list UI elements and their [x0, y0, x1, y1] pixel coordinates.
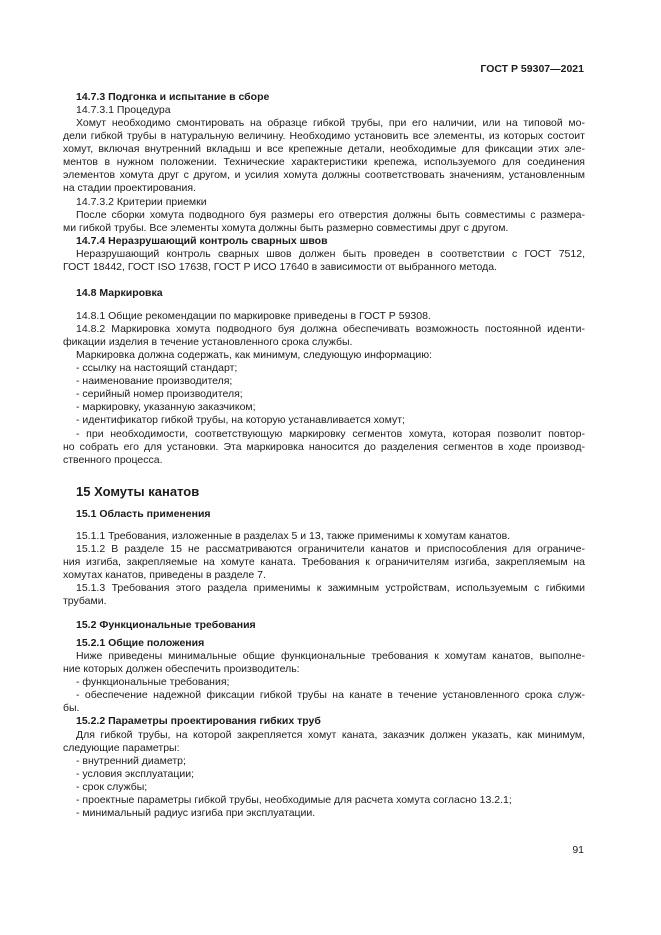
paragraph-line: хомутах канатов, приведены в разделе 7. [63, 569, 266, 581]
section-heading: 15.1 Область применения [76, 508, 211, 520]
page-number: 91 [572, 844, 584, 856]
paragraph-line: 14.8.1 Общие рекомендации по маркировке приведены в ГОСТ Р 59308. [76, 310, 431, 322]
paragraph-line: ми гибкой трубы. Все элементы хомута должны быть размерно совместимы друг с другом. [63, 222, 509, 234]
list-item: - при необходимости, соответствующую маркировку сегментов хомута, которая позволит повтор- [76, 428, 585, 440]
section-heading: 15.2 Функциональные требования [76, 619, 256, 631]
list-item-continuation: бы. [63, 702, 80, 714]
paragraph-line: 15.1.1 Требования, изложенные в разделах 5 и 13, также применимы к хомутам канатов. [76, 530, 511, 542]
subsection-title: 14.7.3.2 Критерии приемки [76, 196, 207, 208]
list-item: - обеспечение надежной фиксации гибкой трубы на канате в течение установленного срока служ- [76, 689, 585, 701]
list-item: - проектные параметры гибкой трубы, необходимые для расчета хомута согласно 13.2.1; [76, 794, 512, 806]
section-heading: 14.7.4 Неразрушающий контроль сварных швов [76, 235, 328, 247]
list-item: - минимальный радиус изгиба при эксплуатации. [76, 807, 316, 819]
list-item: - функциональные требования; [76, 676, 230, 688]
paragraph-line: Для гибкой трубы, на которой закрепляется хомут каната, заказчик должен указать, как минимум, [76, 729, 585, 741]
subsection-heading: 15.2.2 Параметры проектирования гибких труб [76, 715, 321, 727]
paragraph-line: хомут, включая внутренний вкладыш и все крепежные детали, необходимые для фиксации этих эле- [63, 143, 585, 155]
paragraph-line: Хомут необходимо смонтировать на образце гибкой трубы, при его наличии, или на типовой мо- [76, 117, 585, 129]
list-item: - серийный номер производителя; [76, 388, 243, 400]
paragraph-line: ние которых должен обеспечить производитель: [63, 663, 300, 675]
list-item: - ссылку на настоящий стандарт; [76, 362, 238, 374]
list-item: - условия эксплуатации; [76, 768, 194, 780]
paragraph-line: 15.1.2 В разделе 15 не рассматриваются ограничители канатов и приспособления для ограниче- [76, 543, 585, 555]
paragraph-line: 14.8.2 Маркировка хомута подводного буя должна обеспечивать возможность постоянной иденти- [76, 323, 585, 335]
list-item: - срок службы; [76, 781, 148, 793]
paragraph-line: на стадии проектирования. [63, 182, 196, 194]
paragraph-line: трубами. [63, 595, 107, 607]
list-item: - наименование производителя; [76, 375, 233, 387]
subsection-heading: 15.2.1 Общие положения [76, 637, 205, 649]
paragraph-line: ментов в нужном положении. Технические характеристики крепежа, используемого для соединения [63, 156, 585, 168]
paragraph-line: дели гибкой трубы в натуральную величину. Необходимо установить все элементы, из которых состоит [63, 130, 585, 142]
paragraph-line: ГОСТ 18442, ГОСТ ISO 17638, ГОСТ Р ИСО 17640 в зависимости от выбранного метода. [63, 261, 498, 273]
standard-code-header: ГОСТ Р 59307—2021 [480, 63, 584, 75]
list-item-continuation: ственного процесса. [63, 454, 163, 466]
paragraph-line: ния изгиба, закрепляемые на хомуте каната. Требования к ограничителям изгиба, закрепляемым на [63, 556, 585, 568]
paragraph-line: фикации изделия в течение установленного срока службы. [63, 336, 353, 348]
paragraph-line: следующие параметры: [63, 742, 180, 754]
paragraph-line: Неразрушающий контроль сварных швов должен быть проведен в соответствии с ГОСТ 7512, [76, 248, 585, 260]
paragraph-line: 15.1.3 Требования этого раздела применимы к зажимным устройствам, используемым с гибкими [76, 582, 585, 594]
paragraph-line: После сборки хомута подводного буя размеры его отверстия должны быть совместимы с размера- [76, 209, 585, 221]
paragraph-line: элементов хомута друг с другом, и усилия хомута должны соответствовать значениям, установленным [63, 169, 585, 181]
list-item-continuation: но собрать его для установки. Эта маркировка наносится до разделения сегментов в ходе производ- [63, 441, 585, 453]
list-item: - идентификатор гибкой трубы, на которую устанавливается хомут; [76, 414, 405, 426]
list-item: - маркировку, указанную заказчиком; [76, 401, 256, 413]
subsection-title: 14.7.3.1 Процедура [76, 104, 171, 116]
section-heading: 14.8 Маркировка [76, 287, 163, 299]
chapter-heading: 15 Хомуты канатов [76, 484, 200, 499]
list-item: - внутренний диаметр; [76, 755, 186, 767]
paragraph-line: Ниже приведены минимальные общие функциональные требования к хомутам канатов, выполне- [76, 650, 585, 662]
section-heading: 14.7.3 Подгонка и испытание в сборе [76, 91, 270, 103]
paragraph-line: Маркировка должна содержать, как минимум, следующую информацию: [76, 349, 433, 361]
